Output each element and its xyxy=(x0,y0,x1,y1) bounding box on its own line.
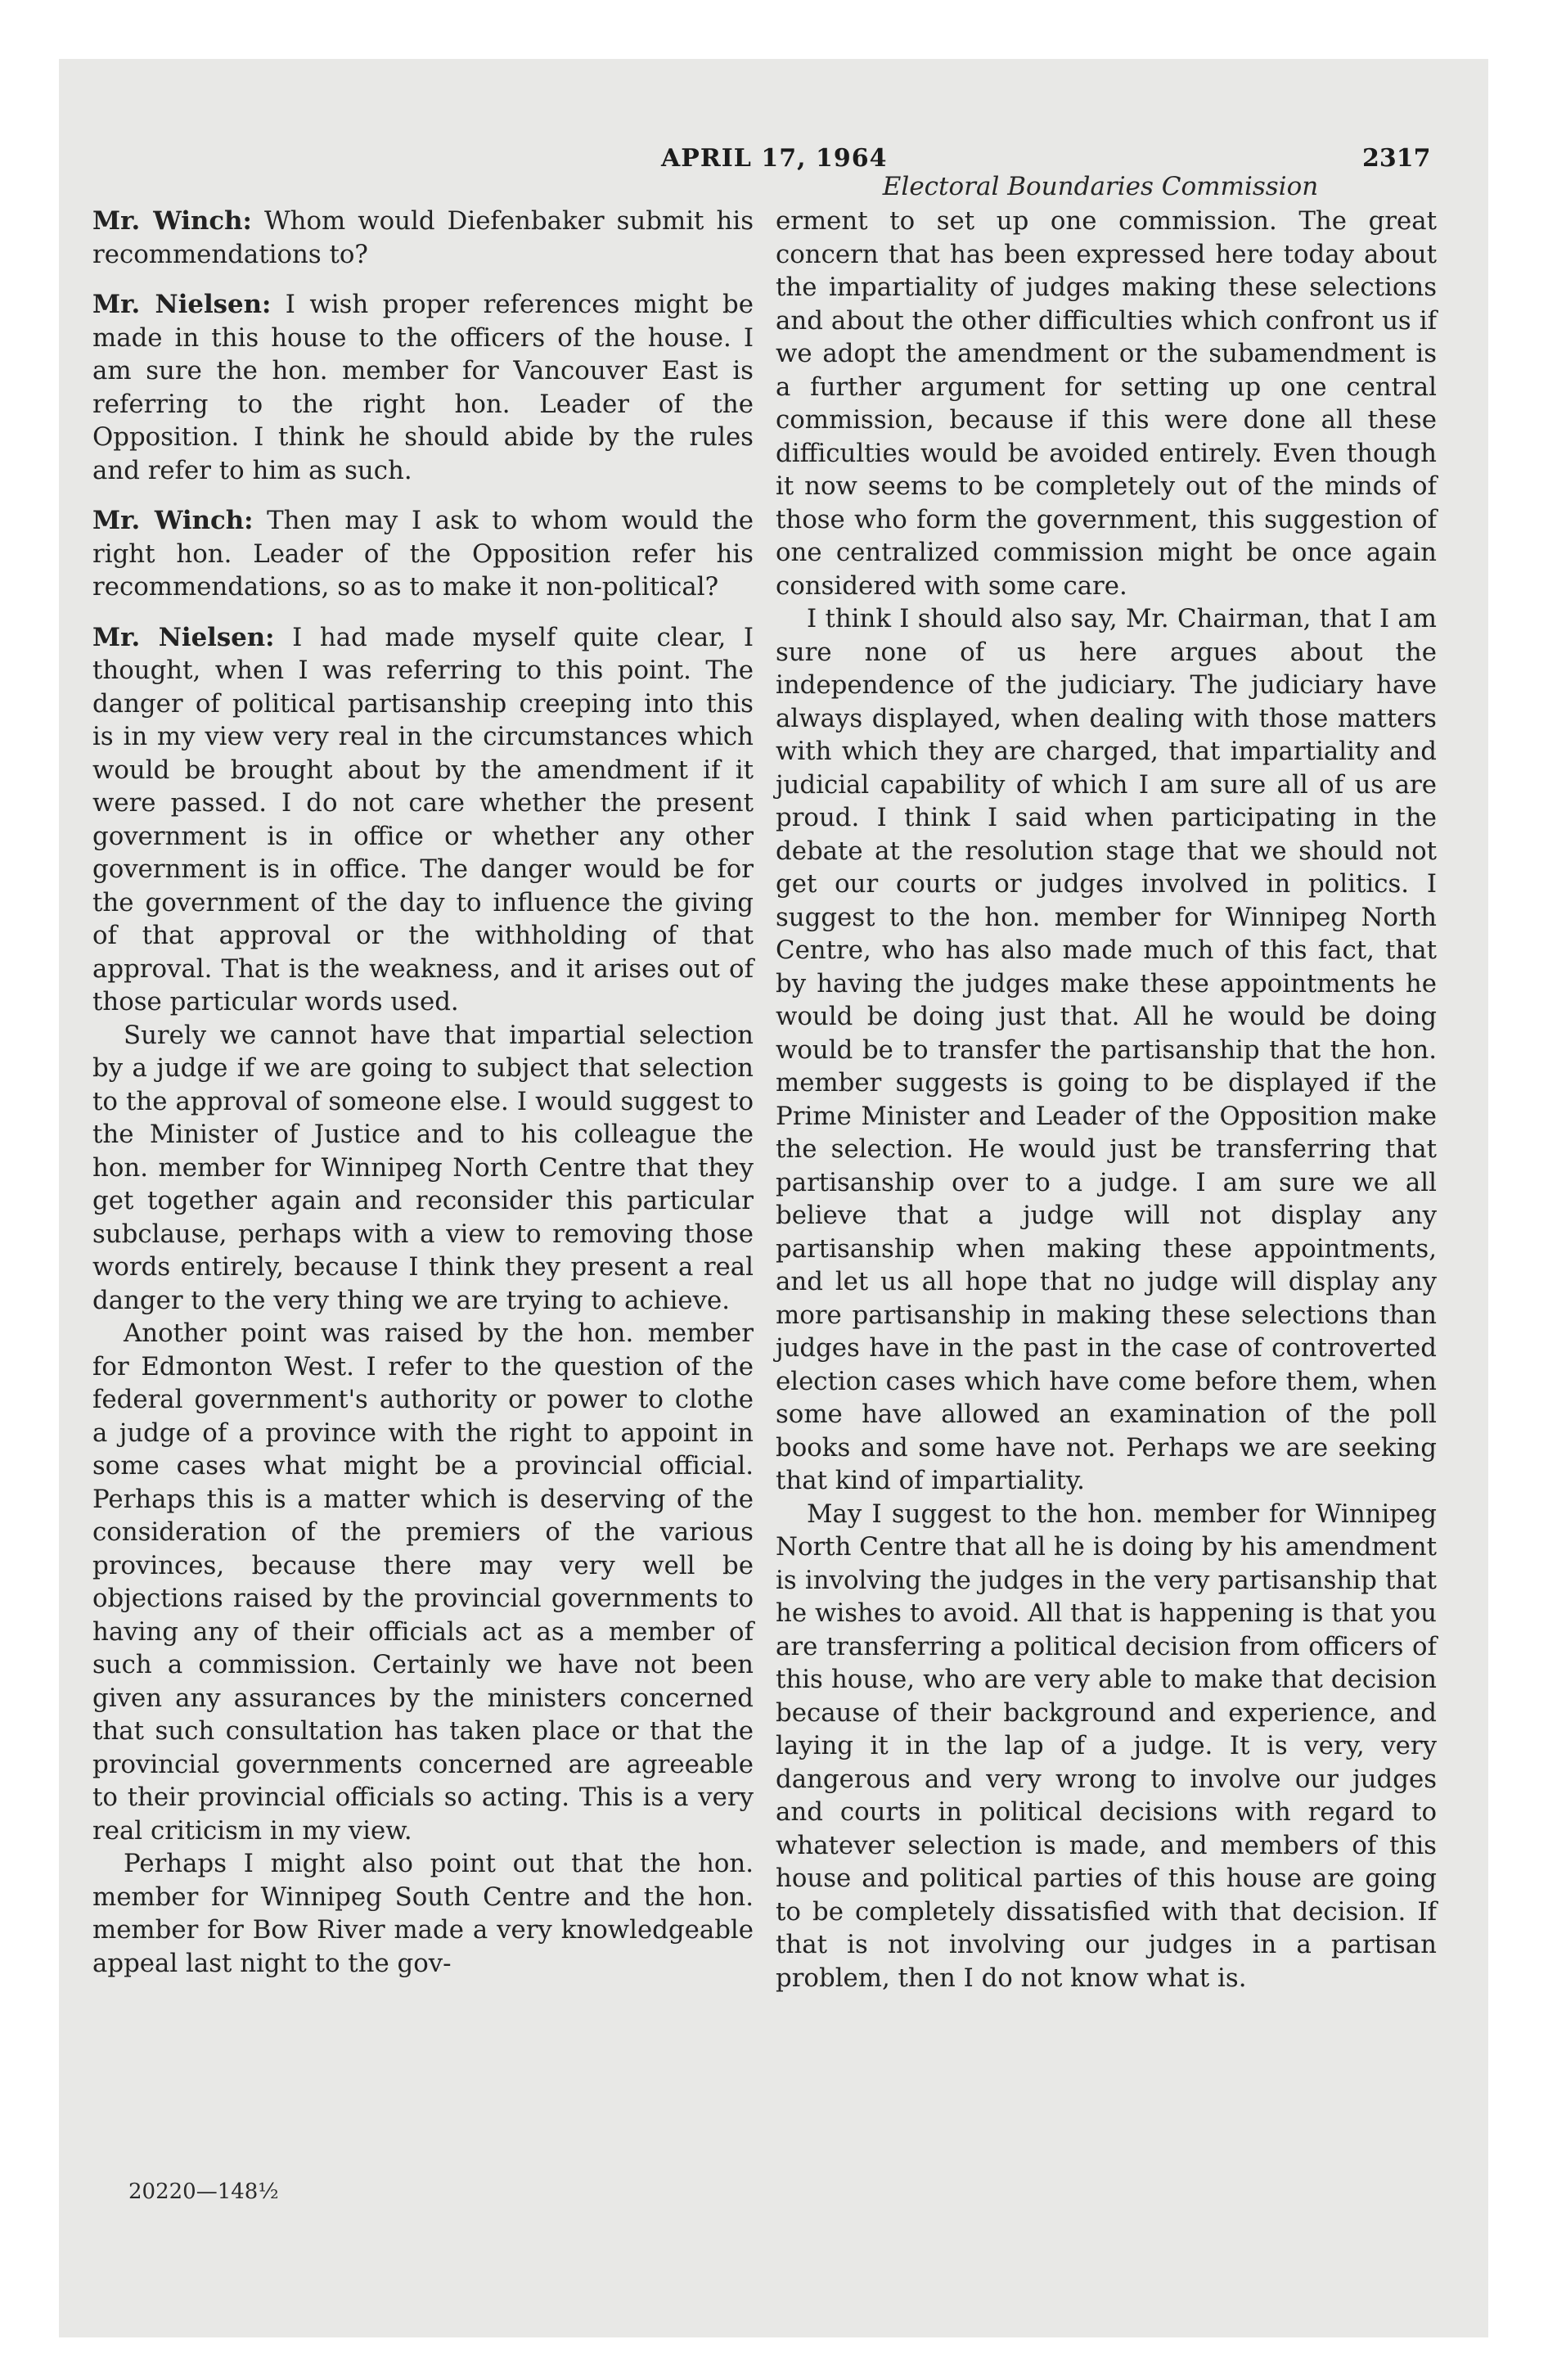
section-heading: Electoral Boundaries Commission xyxy=(882,172,1319,201)
paragraph xyxy=(92,1317,754,1847)
footer-printer-code: 20220—148½ xyxy=(128,2179,279,2204)
paragraph-text: I think I should also say, Mr. Chairman, that I am sure none of us here argues about the independence of the judiciary. The judiciary have always displayed, when dealing with those matters with which they are charged, that impartiality and judicial capability of which I am sure all of us are proud. I think I said when participating in the debate at the resolution stage that we should not get our courts or judges involved in politics. I suggest to the hon. member for Winnipeg North Centre, who has also made much of this fact, that by having the judges make these appointments he would be doing just that. All he would be doing would be to transfer the partisanship that the hon. member suggests is going to be displayed if the Prime Minister and Leader of the Opposition make the selection. He would just be transferring that partisanship over to a judge. I am sure we all believe that a judge will not display any partisanship when making these appointments, and let us all hope that no judge will display any more partisanship in making these selections than judges have in the past in the case of controverted election cases which have come before them, when some have allowed an examination of the poll books and some have not. Perhaps we are seeking that kind of impartiality. xyxy=(776,604,1437,1495)
paragraph-text: erment to set up one commission. The great concern that has been expressed here today about the impartiality of judges making these selections and about the other difficulties which confront us if we adopt the amendment or the subamendment is a further argument for setting up one central commission, because if this were done all these difficulties would be avoided entirely. Even though it now seems to be completely out of the minds of those who form the government, this suggestion of one centralized commission might be once again considered with some care. xyxy=(776,206,1437,601)
paragraph-text: Another point was raised by the hon. member for Edmonton West. I refer to the question of the federal government's authority or power to clothe a judge of a province with the right to appoint in some cases what might be a provincial official. Perhaps this is a matter which is deserving of the consideration of the premiers of the various provinces, because there may very well be objections raised by the provincial governments to having any of their officials act as a member of such a commission. Certainly we have not been given any assurances by the ministers concerned that such consultation has taken place or that the provincial governments concerned are agreeable to their provincial officials so acting. This is a very real criticism in my view. xyxy=(92,1318,754,1846)
paragraph xyxy=(776,602,1437,1498)
paragraph-text: Surely we cannot have that impartial selection by a judge if we are going to subject that selection to the approval of someone else. I would suggest to the Minister of Justice and to his colleague the hon. member for Winnipeg North Centre that they get together again and reconsider this particular subclause, perhaps with a view to removing those words entirely, because I think they present a real danger to the very thing we are trying to achieve. xyxy=(92,1020,754,1315)
paragraph-text: Perhaps I might also point out that the hon. member for Winnipeg South Centre and the hon. member for Bow River made a very knowledgeable appeal last night to the gov- xyxy=(92,1849,754,1978)
paragraph-text: I wish proper references might be made in this house to the officers of the house. I am sure the hon. member for Vancouver East is referring to the right hon. Leader of the Opposition. I think he should abide by the rules and refer to him as such. xyxy=(92,290,754,485)
paragraph-text: Whom would Diefenbaker submit his recommendations to? xyxy=(92,206,754,269)
paragraph-text: I had made myself quite clear, I thought, when I was referring to this point. The danger of political partisanship creeping into this is in my view very real in the circumstances which would be brought about by the amendment if it were passed. I do not care whether the present government is in office or whether any other government is in office. The danger would be for the government of the day to influence the giving of that approval or the withholding of that approval. That is the weakness, and it arises out of those particular words used. xyxy=(92,622,754,1016)
paragraph xyxy=(776,205,1437,602)
right-column xyxy=(776,205,1437,1995)
speaker-name: Mr. Winch: xyxy=(92,506,254,535)
paragraph xyxy=(776,1498,1437,1995)
speaker-name: Mr. Winch: xyxy=(92,206,252,236)
paragraph xyxy=(92,205,754,271)
page-number: 2317 xyxy=(1362,144,1431,173)
paragraph xyxy=(92,1847,754,1980)
paragraph xyxy=(92,1019,754,1318)
header-date: APRIL 17, 1964 xyxy=(661,144,888,173)
paragraph xyxy=(92,621,754,1019)
paragraph-text: Then may I ask to whom would the right hon. Leader of the Opposition refer his recommendations, so as to make it non-political? xyxy=(92,506,754,602)
paragraph xyxy=(92,504,754,604)
paragraph xyxy=(92,288,754,487)
speaker-name: Mr. Nielsen: xyxy=(92,290,272,319)
speaker-name: Mr. Nielsen: xyxy=(92,622,275,652)
paragraph-text: May I suggest to the hon. member for Winnipeg North Centre that all he is doing by his amendment is involving the judges in the very partisanship that he wishes to avoid. All that is happening is that you are transferring a political decision from officers of this house, who are very able to make that decision because of their background and experience, and laying it in the lap of a judge. It is very, very dangerous and very wrong to involve our judges and courts in political decisions with regard to whatever selection is made, and members of this house and political parties of this house are going to be completely dissatisfied with that decision. If that is not involving our judges in a partisan problem, then I do not know what is. xyxy=(776,1499,1437,1993)
left-column xyxy=(92,205,754,1980)
